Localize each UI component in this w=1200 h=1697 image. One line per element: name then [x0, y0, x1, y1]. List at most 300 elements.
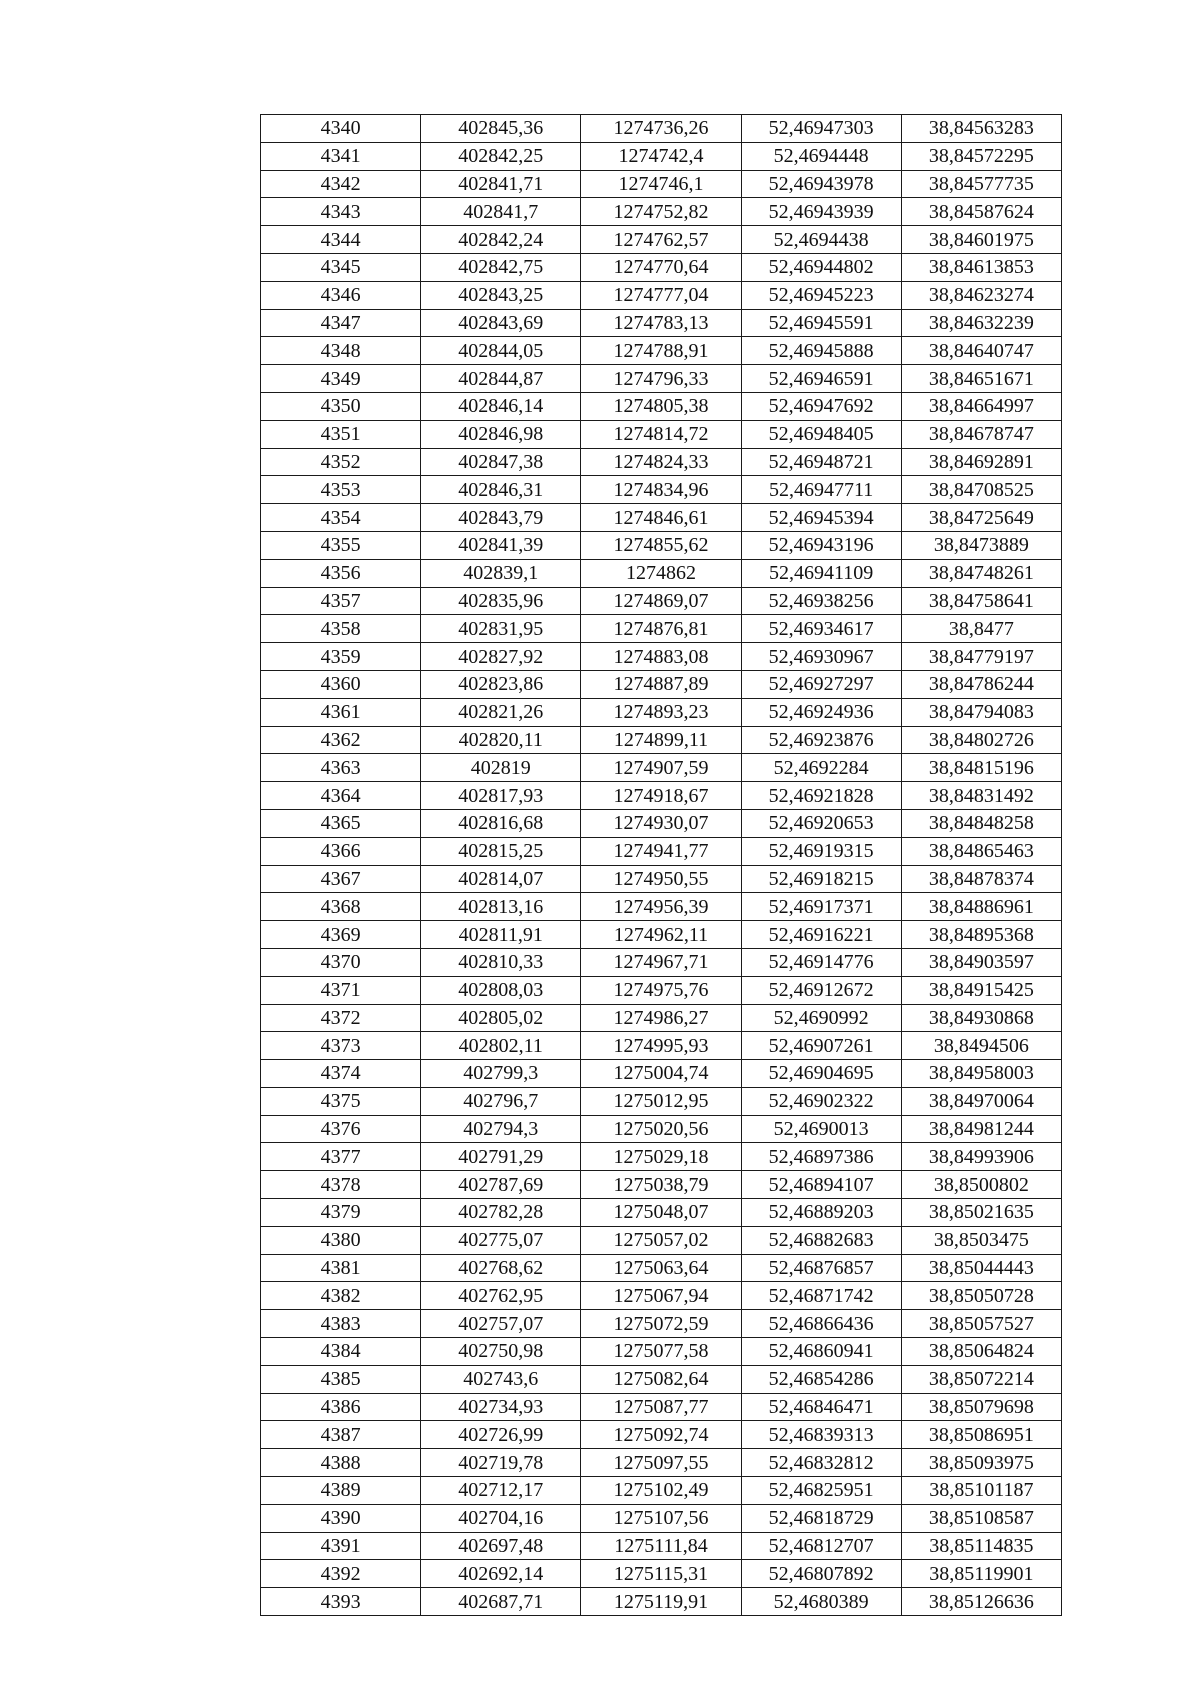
latitude-cell: 52,46930967: [741, 643, 901, 671]
latitude-cell: 52,46876857: [741, 1254, 901, 1282]
y-coordinate-cell: 1275063,64: [581, 1254, 741, 1282]
latitude-cell: 52,46914776: [741, 948, 901, 976]
point-number-cell: 4393: [261, 1588, 421, 1616]
x-coordinate-cell: 402841,7: [421, 198, 581, 226]
x-coordinate-cell: 402757,07: [421, 1310, 581, 1338]
point-number-cell: 4349: [261, 365, 421, 393]
x-coordinate-cell: 402796,7: [421, 1087, 581, 1115]
longitude-cell: 38,84651671: [901, 365, 1061, 393]
x-coordinate-cell: 402762,95: [421, 1282, 581, 1310]
latitude-cell: 52,46912672: [741, 976, 901, 1004]
longitude-cell: 38,84970064: [901, 1087, 1061, 1115]
longitude-cell: 38,84915425: [901, 976, 1061, 1004]
longitude-cell: 38,8473889: [901, 531, 1061, 559]
table-row: [261, 1532, 1062, 1560]
table-row: [261, 170, 1062, 198]
y-coordinate-cell: 1275087,77: [581, 1393, 741, 1421]
longitude-cell: 38,8503475: [901, 1226, 1061, 1254]
longitude-cell: 38,84930868: [901, 1004, 1061, 1032]
x-coordinate-cell: 402843,25: [421, 281, 581, 309]
table-row: [261, 1588, 1062, 1616]
longitude-cell: 38,85050728: [901, 1282, 1061, 1310]
coordinates-table-body: [261, 115, 1062, 1616]
point-number-cell: 4356: [261, 559, 421, 587]
latitude-cell: 52,46923876: [741, 726, 901, 754]
latitude-cell: 52,46866436: [741, 1310, 901, 1338]
y-coordinate-cell: 1275082,64: [581, 1365, 741, 1393]
table-row: [261, 1254, 1062, 1282]
table-row: [261, 1004, 1062, 1032]
longitude-cell: 38,85126636: [901, 1588, 1061, 1616]
point-number-cell: 4388: [261, 1449, 421, 1477]
point-number-cell: 4391: [261, 1532, 421, 1560]
longitude-cell: 38,85044443: [901, 1254, 1061, 1282]
longitude-cell: 38,84587624: [901, 198, 1061, 226]
x-coordinate-cell: 402810,33: [421, 948, 581, 976]
table-row: [261, 893, 1062, 921]
latitude-cell: 52,46832812: [741, 1449, 901, 1477]
latitude-cell: 52,46920653: [741, 809, 901, 837]
latitude-cell: 52,46946591: [741, 365, 901, 393]
y-coordinate-cell: 1275067,94: [581, 1282, 741, 1310]
table-row: [261, 309, 1062, 337]
y-coordinate-cell: 1274814,72: [581, 420, 741, 448]
longitude-cell: 38,85101187: [901, 1477, 1061, 1505]
point-number-cell: 4386: [261, 1393, 421, 1421]
x-coordinate-cell: 402819: [421, 754, 581, 782]
latitude-cell: 52,4690013: [741, 1115, 901, 1143]
longitude-cell: 38,8500802: [901, 1171, 1061, 1199]
x-coordinate-cell: 402782,28: [421, 1199, 581, 1227]
table-row: [261, 1143, 1062, 1171]
longitude-cell: 38,85021635: [901, 1199, 1061, 1227]
latitude-cell: 52,46945888: [741, 337, 901, 365]
latitude-cell: 52,46902322: [741, 1087, 901, 1115]
latitude-cell: 52,4694438: [741, 226, 901, 254]
latitude-cell: 52,46943939: [741, 198, 901, 226]
point-number-cell: 4378: [261, 1171, 421, 1199]
y-coordinate-cell: 1274762,57: [581, 226, 741, 254]
longitude-cell: 38,84748261: [901, 559, 1061, 587]
point-number-cell: 4354: [261, 504, 421, 532]
x-coordinate-cell: 402842,75: [421, 253, 581, 281]
table-row: [261, 1421, 1062, 1449]
y-coordinate-cell: 1274986,27: [581, 1004, 741, 1032]
x-coordinate-cell: 402697,48: [421, 1532, 581, 1560]
latitude-cell: 52,46934617: [741, 615, 901, 643]
latitude-cell: 52,46871742: [741, 1282, 901, 1310]
point-number-cell: 4373: [261, 1032, 421, 1060]
y-coordinate-cell: 1274918,67: [581, 782, 741, 810]
x-coordinate-cell: 402743,6: [421, 1365, 581, 1393]
table-row: [261, 420, 1062, 448]
x-coordinate-cell: 402750,98: [421, 1338, 581, 1366]
longitude-cell: 38,84708525: [901, 476, 1061, 504]
point-number-cell: 4364: [261, 782, 421, 810]
y-coordinate-cell: 1274736,26: [581, 115, 741, 143]
y-coordinate-cell: 1274962,11: [581, 921, 741, 949]
latitude-cell: 52,46917371: [741, 893, 901, 921]
longitude-cell: 38,84958003: [901, 1060, 1061, 1088]
y-coordinate-cell: 1274869,07: [581, 587, 741, 615]
table-row: [261, 948, 1062, 976]
point-number-cell: 4387: [261, 1421, 421, 1449]
table-row: [261, 1171, 1062, 1199]
longitude-cell: 38,84692891: [901, 448, 1061, 476]
table-row: [261, 476, 1062, 504]
point-number-cell: 4342: [261, 170, 421, 198]
x-coordinate-cell: 402820,11: [421, 726, 581, 754]
latitude-cell: 52,46854286: [741, 1365, 901, 1393]
latitude-cell: 52,46945591: [741, 309, 901, 337]
longitude-cell: 38,84993906: [901, 1143, 1061, 1171]
point-number-cell: 4362: [261, 726, 421, 754]
table-row: [261, 615, 1062, 643]
point-number-cell: 4360: [261, 670, 421, 698]
table-row: [261, 448, 1062, 476]
x-coordinate-cell: 402791,29: [421, 1143, 581, 1171]
y-coordinate-cell: 1274770,64: [581, 253, 741, 281]
latitude-cell: 52,46807892: [741, 1560, 901, 1588]
point-number-cell: 4375: [261, 1087, 421, 1115]
table-row: [261, 1032, 1062, 1060]
point-number-cell: 4361: [261, 698, 421, 726]
point-number-cell: 4363: [261, 754, 421, 782]
longitude-cell: 38,85093975: [901, 1449, 1061, 1477]
longitude-cell: 38,85072214: [901, 1365, 1061, 1393]
x-coordinate-cell: 402704,16: [421, 1504, 581, 1532]
y-coordinate-cell: 1275038,79: [581, 1171, 741, 1199]
x-coordinate-cell: 402768,62: [421, 1254, 581, 1282]
x-coordinate-cell: 402827,92: [421, 643, 581, 671]
x-coordinate-cell: 402816,68: [421, 809, 581, 837]
x-coordinate-cell: 402842,25: [421, 142, 581, 170]
x-coordinate-cell: 402835,96: [421, 587, 581, 615]
latitude-cell: 52,46907261: [741, 1032, 901, 1060]
longitude-cell: 38,84815196: [901, 754, 1061, 782]
y-coordinate-cell: 1274893,23: [581, 698, 741, 726]
longitude-cell: 38,8494506: [901, 1032, 1061, 1060]
point-number-cell: 4365: [261, 809, 421, 837]
point-number-cell: 4355: [261, 531, 421, 559]
longitude-cell: 38,84725649: [901, 504, 1061, 532]
latitude-cell: 52,46947692: [741, 392, 901, 420]
x-coordinate-cell: 402814,07: [421, 865, 581, 893]
y-coordinate-cell: 1275020,56: [581, 1115, 741, 1143]
coordinates-table: [260, 114, 1062, 1616]
latitude-cell: 52,46894107: [741, 1171, 901, 1199]
x-coordinate-cell: 402794,3: [421, 1115, 581, 1143]
longitude-cell: 38,84831492: [901, 782, 1061, 810]
y-coordinate-cell: 1274788,91: [581, 337, 741, 365]
point-number-cell: 4385: [261, 1365, 421, 1393]
y-coordinate-cell: 1274930,07: [581, 809, 741, 837]
x-coordinate-cell: 402844,05: [421, 337, 581, 365]
point-number-cell: 4366: [261, 837, 421, 865]
longitude-cell: 38,85057527: [901, 1310, 1061, 1338]
latitude-cell: 52,46882683: [741, 1226, 901, 1254]
point-number-cell: 4346: [261, 281, 421, 309]
y-coordinate-cell: 1274883,08: [581, 643, 741, 671]
y-coordinate-cell: 1274941,77: [581, 837, 741, 865]
table-row: [261, 1393, 1062, 1421]
table-row: [261, 1338, 1062, 1366]
table-row: [261, 1282, 1062, 1310]
longitude-cell: 38,84981244: [901, 1115, 1061, 1143]
point-number-cell: 4374: [261, 1060, 421, 1088]
x-coordinate-cell: 402808,03: [421, 976, 581, 1004]
table-row: [261, 281, 1062, 309]
table-row: [261, 226, 1062, 254]
y-coordinate-cell: 1274746,1: [581, 170, 741, 198]
point-number-cell: 4369: [261, 921, 421, 949]
point-number-cell: 4345: [261, 253, 421, 281]
latitude-cell: 52,46839313: [741, 1421, 901, 1449]
y-coordinate-cell: 1274742,4: [581, 142, 741, 170]
point-number-cell: 4376: [261, 1115, 421, 1143]
point-number-cell: 4381: [261, 1254, 421, 1282]
latitude-cell: 52,46812707: [741, 1532, 901, 1560]
table-row: [261, 1060, 1062, 1088]
x-coordinate-cell: 402842,24: [421, 226, 581, 254]
point-number-cell: 4371: [261, 976, 421, 1004]
x-coordinate-cell: 402687,71: [421, 1588, 581, 1616]
x-coordinate-cell: 402823,86: [421, 670, 581, 698]
y-coordinate-cell: 1274783,13: [581, 309, 741, 337]
point-number-cell: 4379: [261, 1199, 421, 1227]
longitude-cell: 38,84878374: [901, 865, 1061, 893]
table-row: [261, 1449, 1062, 1477]
latitude-cell: 52,46945223: [741, 281, 901, 309]
longitude-cell: 38,85086951: [901, 1421, 1061, 1449]
x-coordinate-cell: 402841,39: [421, 531, 581, 559]
x-coordinate-cell: 402775,07: [421, 1226, 581, 1254]
latitude-cell: 52,46916221: [741, 921, 901, 949]
table-row: [261, 559, 1062, 587]
x-coordinate-cell: 402787,69: [421, 1171, 581, 1199]
table-row: [261, 921, 1062, 949]
x-coordinate-cell: 402847,38: [421, 448, 581, 476]
latitude-cell: 52,46944802: [741, 253, 901, 281]
point-number-cell: 4372: [261, 1004, 421, 1032]
latitude-cell: 52,46945394: [741, 504, 901, 532]
latitude-cell: 52,46943196: [741, 531, 901, 559]
point-number-cell: 4341: [261, 142, 421, 170]
y-coordinate-cell: 1274834,96: [581, 476, 741, 504]
longitude-cell: 38,8477: [901, 615, 1061, 643]
x-coordinate-cell: 402846,14: [421, 392, 581, 420]
longitude-cell: 38,84678747: [901, 420, 1061, 448]
latitude-cell: 52,4690992: [741, 1004, 901, 1032]
latitude-cell: 52,46897386: [741, 1143, 901, 1171]
x-coordinate-cell: 402821,26: [421, 698, 581, 726]
y-coordinate-cell: 1275004,74: [581, 1060, 741, 1088]
longitude-cell: 38,84758641: [901, 587, 1061, 615]
longitude-cell: 38,84577735: [901, 170, 1061, 198]
table-row: [261, 1477, 1062, 1505]
y-coordinate-cell: 1275077,58: [581, 1338, 741, 1366]
x-coordinate-cell: 402805,02: [421, 1004, 581, 1032]
y-coordinate-cell: 1275111,84: [581, 1532, 741, 1560]
x-coordinate-cell: 402846,31: [421, 476, 581, 504]
latitude-cell: 52,46889203: [741, 1199, 901, 1227]
table-row: [261, 837, 1062, 865]
y-coordinate-cell: 1274876,81: [581, 615, 741, 643]
point-number-cell: 4350: [261, 392, 421, 420]
latitude-cell: 52,46918215: [741, 865, 901, 893]
y-coordinate-cell: 1274899,11: [581, 726, 741, 754]
y-coordinate-cell: 1275097,55: [581, 1449, 741, 1477]
latitude-cell: 52,46846471: [741, 1393, 901, 1421]
latitude-cell: 52,46941109: [741, 559, 901, 587]
table-row: [261, 198, 1062, 226]
x-coordinate-cell: 402846,98: [421, 420, 581, 448]
x-coordinate-cell: 402817,93: [421, 782, 581, 810]
point-number-cell: 4383: [261, 1310, 421, 1338]
table-row: [261, 1115, 1062, 1143]
longitude-cell: 38,84623274: [901, 281, 1061, 309]
table-row: [261, 392, 1062, 420]
table-row: [261, 337, 1062, 365]
y-coordinate-cell: 1274975,76: [581, 976, 741, 1004]
latitude-cell: 52,46919315: [741, 837, 901, 865]
y-coordinate-cell: 1275057,02: [581, 1226, 741, 1254]
table-row: [261, 1310, 1062, 1338]
longitude-cell: 38,85064824: [901, 1338, 1061, 1366]
y-coordinate-cell: 1274862: [581, 559, 741, 587]
latitude-cell: 52,46818729: [741, 1504, 901, 1532]
table-row: [261, 1560, 1062, 1588]
y-coordinate-cell: 1275102,49: [581, 1477, 741, 1505]
table-row: [261, 253, 1062, 281]
y-coordinate-cell: 1274846,61: [581, 504, 741, 532]
y-coordinate-cell: 1275012,95: [581, 1087, 741, 1115]
x-coordinate-cell: 402692,14: [421, 1560, 581, 1588]
point-number-cell: 4382: [261, 1282, 421, 1310]
latitude-cell: 52,46825951: [741, 1477, 901, 1505]
point-number-cell: 4359: [261, 643, 421, 671]
longitude-cell: 38,84664997: [901, 392, 1061, 420]
longitude-cell: 38,84802726: [901, 726, 1061, 754]
x-coordinate-cell: 402799,3: [421, 1060, 581, 1088]
x-coordinate-cell: 402839,1: [421, 559, 581, 587]
point-number-cell: 4358: [261, 615, 421, 643]
point-number-cell: 4389: [261, 1477, 421, 1505]
longitude-cell: 38,84632239: [901, 309, 1061, 337]
point-number-cell: 4347: [261, 309, 421, 337]
x-coordinate-cell: 402813,16: [421, 893, 581, 921]
latitude-cell: 52,46927297: [741, 670, 901, 698]
point-number-cell: 4368: [261, 893, 421, 921]
y-coordinate-cell: 1274777,04: [581, 281, 741, 309]
y-coordinate-cell: 1274752,82: [581, 198, 741, 226]
longitude-cell: 38,84613853: [901, 253, 1061, 281]
latitude-cell: 52,46938256: [741, 587, 901, 615]
point-number-cell: 4353: [261, 476, 421, 504]
y-coordinate-cell: 1275107,56: [581, 1504, 741, 1532]
table-row: [261, 1226, 1062, 1254]
x-coordinate-cell: 402845,36: [421, 115, 581, 143]
x-coordinate-cell: 402712,17: [421, 1477, 581, 1505]
y-coordinate-cell: 1275048,07: [581, 1199, 741, 1227]
point-number-cell: 4392: [261, 1560, 421, 1588]
latitude-cell: 52,46860941: [741, 1338, 901, 1366]
latitude-cell: 52,46904695: [741, 1060, 901, 1088]
table-row: [261, 976, 1062, 1004]
longitude-cell: 38,85108587: [901, 1504, 1061, 1532]
x-coordinate-cell: 402811,91: [421, 921, 581, 949]
y-coordinate-cell: 1274950,55: [581, 865, 741, 893]
table-row: [261, 142, 1062, 170]
longitude-cell: 38,84779197: [901, 643, 1061, 671]
longitude-cell: 38,84563283: [901, 115, 1061, 143]
y-coordinate-cell: 1275092,74: [581, 1421, 741, 1449]
point-number-cell: 4390: [261, 1504, 421, 1532]
table-row: [261, 1504, 1062, 1532]
x-coordinate-cell: 402843,79: [421, 504, 581, 532]
point-number-cell: 4377: [261, 1143, 421, 1171]
y-coordinate-cell: 1275119,91: [581, 1588, 741, 1616]
point-number-cell: 4340: [261, 115, 421, 143]
longitude-cell: 38,84794083: [901, 698, 1061, 726]
latitude-cell: 52,46943978: [741, 170, 901, 198]
x-coordinate-cell: 402844,87: [421, 365, 581, 393]
longitude-cell: 38,84572295: [901, 142, 1061, 170]
table-row: [261, 1087, 1062, 1115]
table-row: [261, 670, 1062, 698]
table-row: [261, 698, 1062, 726]
point-number-cell: 4343: [261, 198, 421, 226]
longitude-cell: 38,84903597: [901, 948, 1061, 976]
latitude-cell: 52,4680389: [741, 1588, 901, 1616]
x-coordinate-cell: 402719,78: [421, 1449, 581, 1477]
table-row: [261, 587, 1062, 615]
table-row: [261, 726, 1062, 754]
y-coordinate-cell: 1274956,39: [581, 893, 741, 921]
longitude-cell: 38,84865463: [901, 837, 1061, 865]
table-row: [261, 1199, 1062, 1227]
y-coordinate-cell: 1274967,71: [581, 948, 741, 976]
x-coordinate-cell: 402841,71: [421, 170, 581, 198]
point-number-cell: 4352: [261, 448, 421, 476]
point-number-cell: 4384: [261, 1338, 421, 1366]
x-coordinate-cell: 402831,95: [421, 615, 581, 643]
longitude-cell: 38,84848258: [901, 809, 1061, 837]
latitude-cell: 52,46924936: [741, 698, 901, 726]
point-number-cell: 4370: [261, 948, 421, 976]
y-coordinate-cell: 1274796,33: [581, 365, 741, 393]
latitude-cell: 52,46947711: [741, 476, 901, 504]
point-number-cell: 4380: [261, 1226, 421, 1254]
x-coordinate-cell: 402815,25: [421, 837, 581, 865]
y-coordinate-cell: 1274907,59: [581, 754, 741, 782]
longitude-cell: 38,85079698: [901, 1393, 1061, 1421]
longitude-cell: 38,84895368: [901, 921, 1061, 949]
latitude-cell: 52,4692284: [741, 754, 901, 782]
x-coordinate-cell: 402843,69: [421, 309, 581, 337]
table-row: [261, 643, 1062, 671]
latitude-cell: 52,46921828: [741, 782, 901, 810]
point-number-cell: 4344: [261, 226, 421, 254]
longitude-cell: 38,84601975: [901, 226, 1061, 254]
longitude-cell: 38,84640747: [901, 337, 1061, 365]
y-coordinate-cell: 1275072,59: [581, 1310, 741, 1338]
point-number-cell: 4348: [261, 337, 421, 365]
y-coordinate-cell: 1274887,89: [581, 670, 741, 698]
table-row: [261, 115, 1062, 143]
table-row: [261, 865, 1062, 893]
table-row: [261, 782, 1062, 810]
